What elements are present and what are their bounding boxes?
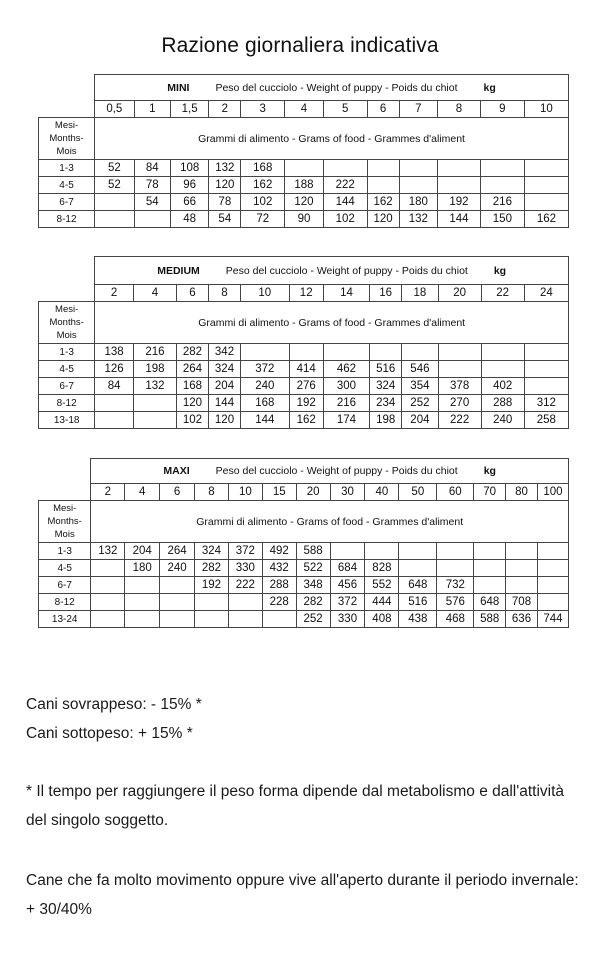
age-cell: 4-5 (39, 361, 95, 378)
grams-cell: 102 (176, 412, 208, 429)
size-label: MAXI (163, 465, 190, 477)
grams-cell: 222 (323, 177, 367, 194)
grams-cell: 72 (241, 211, 285, 228)
grams-cell: 522 (296, 560, 330, 577)
grams-cell: 216 (480, 194, 524, 211)
grams-cell (133, 412, 176, 429)
grams-cell (289, 344, 323, 361)
grams-cell: 162 (289, 412, 323, 429)
grams-cell (474, 543, 506, 560)
grams-cell (506, 560, 538, 577)
weight-cell: 6 (367, 101, 399, 118)
grams-cell: 264 (176, 361, 208, 378)
weight-cell: 18 (402, 285, 438, 302)
table-header (91, 459, 569, 484)
grams-cell: 48 (170, 211, 208, 228)
grams-cell: 330 (330, 611, 365, 628)
grams-cell: 120 (209, 412, 241, 429)
grams-cell (95, 412, 134, 429)
grams-cell (228, 594, 262, 611)
grams-cell (437, 560, 474, 577)
note-overweight: Cani sovrappeso: - 15% * (26, 696, 202, 713)
grams-cell: 144 (323, 194, 367, 211)
corner-cell (39, 459, 91, 501)
table-row (39, 395, 569, 412)
weight-cell: 10 (524, 101, 568, 118)
grams-cell: 192 (289, 395, 323, 412)
age-cell: 13-18 (39, 412, 95, 429)
note-underweight: Cani sottopeso: + 15% * (26, 725, 193, 742)
age-cell: 1-3 (39, 344, 95, 361)
grams-cell: 444 (365, 594, 399, 611)
grams-cell (480, 177, 524, 194)
grams-cell: 66 (170, 194, 208, 211)
grams-cell: 252 (296, 611, 330, 628)
grams-cell: 144 (438, 211, 481, 228)
grams-cell (537, 560, 568, 577)
table-header (95, 257, 569, 285)
grams-cell: 372 (241, 361, 290, 378)
grams-cell: 120 (285, 194, 323, 211)
weight-cell: 1,5 (170, 101, 208, 118)
grams-cell: 252 (402, 395, 438, 412)
note-active-dogs: Cane che fa molto movimento oppure vive all'aperto durante il periodo invernale: + 30/40% (26, 872, 579, 918)
table-row (39, 378, 569, 395)
grams-cell: 240 (241, 378, 290, 395)
weight-cell: 4 (133, 285, 176, 302)
unit-label: kg (493, 264, 507, 277)
grams-cell (402, 344, 438, 361)
grams-cell (228, 611, 262, 628)
table-row (39, 361, 569, 378)
feeding-table-mini (38, 74, 569, 228)
grams-cell: 54 (209, 211, 241, 228)
weight-cell: 10 (241, 285, 290, 302)
grams-cell (91, 594, 125, 611)
grams-cell: 516 (399, 594, 437, 611)
grams-cell: 408 (365, 611, 399, 628)
grams-cell: 126 (95, 361, 134, 378)
grams-cell (367, 160, 399, 177)
weight-cell: 4 (285, 101, 323, 118)
weight-cell: 6 (160, 484, 195, 501)
weight-cell: 15 (262, 484, 296, 501)
grams-cell (134, 211, 170, 228)
grams-cell (481, 361, 524, 378)
grams-cell (506, 577, 538, 594)
grams-cell (474, 560, 506, 577)
grams-cell (91, 577, 125, 594)
table-row (39, 412, 569, 429)
grams-cell: 204 (209, 378, 241, 395)
grams-cell: 138 (95, 344, 134, 361)
grams-cell (262, 611, 296, 628)
unit-label: kg (483, 465, 496, 477)
grams-cell (365, 543, 399, 560)
weight-cell: 70 (474, 484, 506, 501)
grams-cell: 168 (241, 160, 285, 177)
grams-cell (125, 594, 160, 611)
grams-cell: 282 (296, 594, 330, 611)
age-cell: 6-7 (39, 577, 91, 594)
grams-cell: 216 (133, 344, 176, 361)
grams-cell: 354 (402, 378, 438, 395)
table-row (39, 577, 569, 594)
grams-cell: 240 (160, 560, 195, 577)
weight-cell: 30 (330, 484, 365, 501)
weight-cell: 6 (176, 285, 208, 302)
grams-cell (399, 177, 437, 194)
grams-cell: 204 (402, 412, 438, 429)
grams-cell (437, 543, 474, 560)
size-label: MINI (167, 81, 190, 94)
table-row (39, 543, 569, 560)
weight-cell: 50 (399, 484, 437, 501)
grams-cell (160, 611, 195, 628)
grams-cell (480, 160, 524, 177)
weight-cell: 24 (524, 285, 568, 302)
grams-cell: 120 (209, 177, 241, 194)
grams-cell: 168 (176, 378, 208, 395)
grams-cell (91, 560, 125, 577)
grams-cell (399, 543, 437, 560)
grams-cell: 192 (438, 194, 481, 211)
weight-header: Peso del cucciolo - Weight of puppy - Poids du chiot (225, 264, 468, 277)
grams-cell: 432 (262, 560, 296, 577)
grams-cell: 144 (241, 412, 290, 429)
grams-cell: 198 (370, 412, 402, 429)
grams-cell (524, 378, 568, 395)
grams-header: Grammi di alimento - Grams of food - Grammes d'aliment (95, 118, 569, 160)
weight-cell: 22 (481, 285, 524, 302)
weight-cell: 40 (365, 484, 399, 501)
grams-header: Grammi di alimento - Grams of food - Grammes d'aliment (95, 302, 569, 344)
table-row (39, 160, 569, 177)
grams-cell: 348 (296, 577, 330, 594)
age-label: Mesi- Months- Mois (39, 302, 95, 344)
weight-cell: 14 (323, 285, 369, 302)
unit-label: kg (483, 81, 496, 94)
grams-cell: 78 (209, 194, 241, 211)
grams-cell (438, 160, 481, 177)
grams-cell: 222 (438, 412, 481, 429)
age-cell: 4-5 (39, 560, 91, 577)
grams-cell (474, 577, 506, 594)
grams-cell: 120 (367, 211, 399, 228)
grams-cell: 162 (241, 177, 285, 194)
grams-cell: 468 (437, 611, 474, 628)
grams-cell: 102 (241, 194, 285, 211)
grams-cell: 132 (133, 378, 176, 395)
table-row (39, 211, 569, 228)
table-row (39, 344, 569, 361)
grams-cell: 264 (160, 543, 195, 560)
grams-cell (370, 344, 402, 361)
weight-cell: 8 (438, 101, 481, 118)
grams-cell: 222 (228, 577, 262, 594)
grams-cell (438, 177, 481, 194)
grams-cell: 198 (133, 361, 176, 378)
weight-cell: 2 (95, 285, 134, 302)
grams-cell: 744 (537, 611, 568, 628)
grams-cell: 132 (91, 543, 125, 560)
grams-cell (91, 611, 125, 628)
grams-cell: 162 (524, 211, 568, 228)
grams-cell: 108 (170, 160, 208, 177)
grams-cell: 132 (209, 160, 241, 177)
grams-cell (323, 344, 369, 361)
grams-cell: 516 (370, 361, 402, 378)
grams-cell (125, 577, 160, 594)
grams-cell (537, 543, 568, 560)
grams-cell: 324 (370, 378, 402, 395)
grams-cell: 174 (323, 412, 369, 429)
grams-cell: 258 (524, 412, 568, 429)
grams-cell: 102 (323, 211, 367, 228)
grams-cell (438, 344, 481, 361)
table-row (39, 177, 569, 194)
age-cell: 1-3 (39, 160, 95, 177)
grams-cell: 828 (365, 560, 399, 577)
grams-cell (524, 194, 568, 211)
weight-cell: 8 (209, 285, 241, 302)
grams-cell: 54 (134, 194, 170, 211)
grams-cell (95, 395, 134, 412)
weight-cell: 5 (323, 101, 367, 118)
grams-cell: 372 (228, 543, 262, 560)
grams-header: Grammi di alimento - Grams of food - Grammes d'aliment (91, 501, 569, 543)
grams-cell: 84 (95, 378, 134, 395)
grams-cell (285, 160, 323, 177)
grams-cell: 576 (437, 594, 474, 611)
grams-cell (195, 594, 229, 611)
grams-cell: 648 (399, 577, 437, 594)
grams-cell: 588 (296, 543, 330, 560)
age-cell: 8-12 (39, 594, 91, 611)
grams-cell: 240 (481, 412, 524, 429)
grams-cell: 684 (330, 560, 365, 577)
grams-cell (133, 395, 176, 412)
grams-cell (438, 361, 481, 378)
weight-header: Peso del cucciolo - Weight of puppy - Poids du chiot (215, 465, 458, 477)
table-row (39, 594, 569, 611)
table-row (39, 194, 569, 211)
weight-cell: 10 (228, 484, 262, 501)
weight-cell: 80 (506, 484, 538, 501)
grams-cell: 456 (330, 577, 365, 594)
weight-cell: 3 (241, 101, 285, 118)
page-title: Razione giornaliera indicativa (161, 34, 439, 57)
grams-cell: 378 (438, 378, 481, 395)
grams-cell (241, 344, 290, 361)
weight-cell: 12 (289, 285, 323, 302)
corner-cell (39, 75, 95, 118)
grams-cell: 162 (367, 194, 399, 211)
weight-cell: 1 (134, 101, 170, 118)
grams-cell (524, 160, 568, 177)
grams-cell: 228 (262, 594, 296, 611)
grams-cell: 216 (323, 395, 369, 412)
age-cell: 8-12 (39, 395, 95, 412)
weight-cell: 100 (537, 484, 568, 501)
notes (26, 690, 586, 924)
weight-cell: 20 (296, 484, 330, 501)
grams-cell: 588 (474, 611, 506, 628)
age-cell: 8-12 (39, 211, 95, 228)
grams-cell: 188 (285, 177, 323, 194)
grams-cell: 330 (228, 560, 262, 577)
feeding-table-maxi (38, 458, 569, 628)
age-label: Mesi- Months- Mois (39, 501, 91, 543)
grams-cell: 552 (365, 577, 399, 594)
note-footnote: * Il tempo per raggiungere il peso forma dipende dal metabolismo e dall'attività del singolo soggetto. (26, 783, 565, 829)
corner-cell (39, 257, 95, 302)
grams-cell: 492 (262, 543, 296, 560)
grams-cell (524, 344, 568, 361)
grams-cell (367, 177, 399, 194)
grams-cell: 132 (399, 211, 437, 228)
grams-cell (537, 577, 568, 594)
grams-cell: 234 (370, 395, 402, 412)
grams-cell: 120 (176, 395, 208, 412)
grams-cell: 732 (437, 577, 474, 594)
age-cell: 13-24 (39, 611, 91, 628)
grams-cell: 180 (399, 194, 437, 211)
grams-cell: 288 (481, 395, 524, 412)
grams-cell: 276 (289, 378, 323, 395)
grams-cell: 312 (524, 395, 568, 412)
table-row (39, 611, 569, 628)
age-cell: 6-7 (39, 194, 95, 211)
weight-cell: 0,5 (95, 101, 135, 118)
grams-cell: 462 (323, 361, 369, 378)
grams-cell (481, 344, 524, 361)
grams-cell: 438 (399, 611, 437, 628)
age-cell: 6-7 (39, 378, 95, 395)
grams-cell: 84 (134, 160, 170, 177)
grams-cell (524, 361, 568, 378)
age-cell: 4-5 (39, 177, 95, 194)
weight-cell: 2 (91, 484, 125, 501)
weight-cell: 4 (125, 484, 160, 501)
grams-cell: 324 (195, 543, 229, 560)
grams-cell: 180 (125, 560, 160, 577)
age-cell: 1-3 (39, 543, 91, 560)
table-row (39, 560, 569, 577)
grams-cell: 402 (481, 378, 524, 395)
grams-cell (195, 611, 229, 628)
grams-cell: 150 (480, 211, 524, 228)
grams-cell (506, 543, 538, 560)
grams-cell: 78 (134, 177, 170, 194)
grams-cell (323, 160, 367, 177)
grams-cell: 300 (323, 378, 369, 395)
grams-cell: 342 (209, 344, 241, 361)
table-header (95, 75, 569, 101)
grams-cell (95, 194, 135, 211)
grams-cell: 144 (209, 395, 241, 412)
feeding-table-medium (38, 256, 569, 429)
weight-cell: 60 (437, 484, 474, 501)
grams-cell: 324 (209, 361, 241, 378)
weight-cell: 8 (195, 484, 229, 501)
grams-cell: 414 (289, 361, 323, 378)
grams-cell: 288 (262, 577, 296, 594)
grams-cell: 372 (330, 594, 365, 611)
grams-cell (125, 611, 160, 628)
weight-cell: 9 (480, 101, 524, 118)
grams-cell (537, 594, 568, 611)
grams-cell: 192 (195, 577, 229, 594)
grams-cell: 52 (95, 177, 135, 194)
weight-cell: 7 (399, 101, 437, 118)
weight-cell: 16 (370, 285, 402, 302)
grams-cell: 52 (95, 160, 135, 177)
grams-cell (95, 211, 135, 228)
grams-cell: 204 (125, 543, 160, 560)
grams-cell (524, 177, 568, 194)
weight-header: Peso del cucciolo - Weight of puppy - Poids du chiot (215, 81, 458, 94)
grams-cell: 546 (402, 361, 438, 378)
grams-cell (399, 560, 437, 577)
grams-cell: 282 (195, 560, 229, 577)
grams-cell (160, 577, 195, 594)
grams-cell: 168 (241, 395, 290, 412)
weight-cell: 2 (209, 101, 241, 118)
grams-cell (330, 543, 365, 560)
grams-cell: 648 (474, 594, 506, 611)
age-label: Mesi- Months- Mois (39, 118, 95, 160)
size-label: MEDIUM (157, 264, 200, 277)
grams-cell: 90 (285, 211, 323, 228)
grams-cell: 636 (506, 611, 538, 628)
grams-cell (160, 594, 195, 611)
weight-cell: 20 (438, 285, 481, 302)
grams-cell (399, 160, 437, 177)
grams-cell: 282 (176, 344, 208, 361)
grams-cell: 708 (506, 594, 538, 611)
grams-cell: 270 (438, 395, 481, 412)
grams-cell: 96 (170, 177, 208, 194)
